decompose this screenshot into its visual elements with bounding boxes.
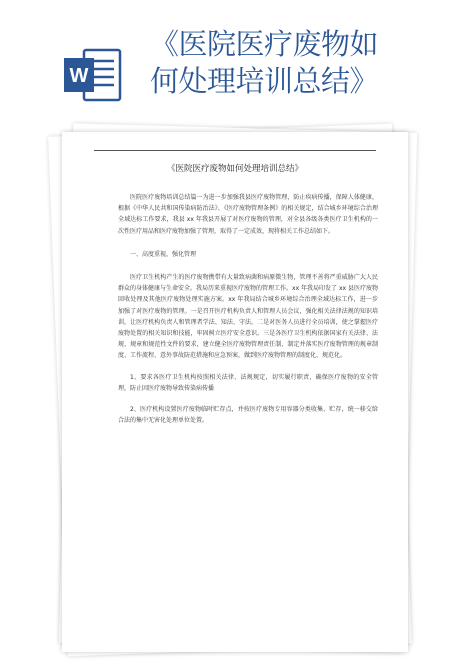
document-body [118, 192, 378, 426]
paragraph-management: 医疗卫生机构产生的医疗废物携带有大量致病菌和病原微生物，管理不善将严重威胁广大人民群众的身体健康与生命安全。我局历来重视医疗废物的管理工作。xx 年我局印发了 xx 县医疗废物回收处理及其他医疗废物处理实施方案。xx 年我局结合城乡环境综合治理全域达标工作，进一步加强了对医疗废物的管理。一是召开医疗机构负责人和管理人员会议，强化相关法律法规的知识培训，让医疗机构负责人和管理者学法、知法、守法。二是对医务人员进行全员培训，使之掌握医疗废物处置的相关知识和技能，牢固树立医疗安全意识。三是各医疗卫生机构依据国家有关法律、法规、规章和规范性文件的要求，建立健全医疗废物管理责任制，制定并落实医疗废物管理的规章制度、工作流程、意外事故防范措施和应急预案，做到医疗废物管理的制度化、规范化。 [118, 274, 378, 360]
header-rule [94, 150, 376, 151]
document-title [150, 26, 468, 100]
paragraph-item-2: 2、医疗机构设置医疗废物临时贮存点，并按医疗废物专用容器分类收集、贮存，统一移交给合法的集中无害化处理单位处置。 [118, 406, 378, 425]
section-heading: 一、高度重视，强化管理 [130, 250, 197, 258]
page-heading: 《医院医疗废物如何处理培训总结》 [166, 164, 303, 174]
paragraph-intro: 医院医疗废物培训总结篇一为进一步加强我县医疗废物管理，防止疾病传播，保障人体健康，根据《中华人民共和国传染病防治法》、《医疗废物管理条例》的相关规定，结合城乡环境综合治理全域达标工作要求，我县 xx 年我县开展了对医疗废物的管理，对全县各级各类医疗卫生机构的一次性医疗用品和医疗废物加强了管理，取得了一定成效，现将相关工作总结如下。 [118, 194, 378, 235]
word-icon [62, 44, 124, 106]
document-page [62, 132, 408, 652]
document-title-line-2: 何处理培训总结》 [150, 64, 379, 98]
paragraph-item-1: 1、要求各医疗卫生机构按照相关法律、法规规定，切实履行职责，确保医疗废物的安全管理，防止因医疗废物导致传染病传播 [118, 373, 378, 392]
svg-text:W: W [69, 65, 89, 87]
document-title-line-1: 《医院医疗废物如 [150, 27, 379, 61]
